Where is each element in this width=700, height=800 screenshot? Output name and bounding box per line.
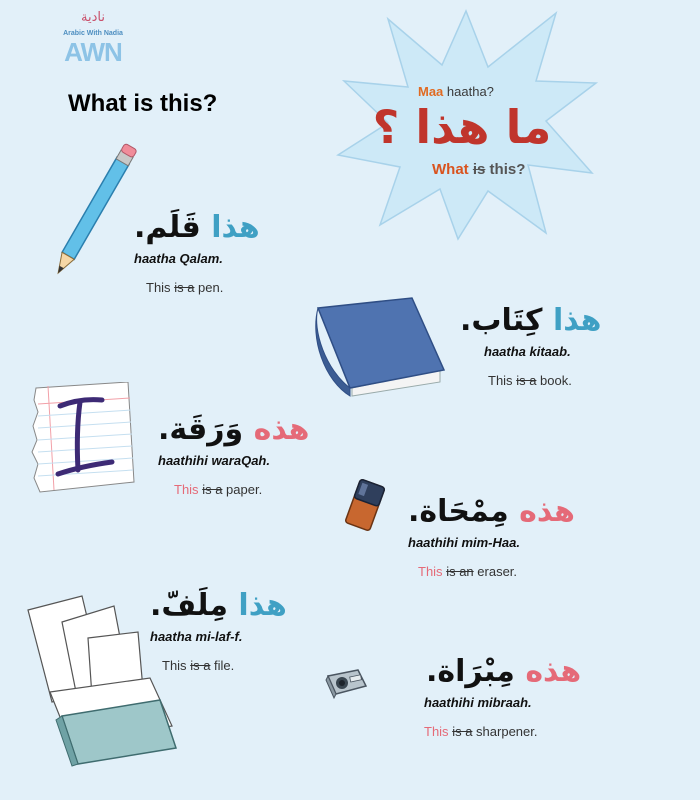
- english-this: This: [174, 482, 199, 497]
- english-word: book.: [540, 373, 572, 388]
- english-translation: [418, 564, 575, 579]
- starburst-english-is: is: [472, 161, 486, 178]
- arabic-phrase: [426, 654, 581, 689]
- arabic-noun: مِمْحَاة.: [408, 494, 509, 529]
- arabic-noun: قَلَم.: [134, 210, 201, 245]
- arabic-phrase: [150, 588, 287, 623]
- english-word: sharpener.: [476, 724, 538, 739]
- transliteration: haatha kitaab.: [484, 344, 571, 359]
- arabic-phrase: [134, 210, 260, 245]
- english-word: paper.: [226, 482, 263, 497]
- arabic-noun: مِبْرَاة.: [426, 654, 515, 689]
- transliteration: haathihi waraQah.: [158, 453, 270, 468]
- transliteration: haathihi mim-Haa.: [408, 535, 520, 550]
- vocab-item-sharpener: [424, 654, 581, 739]
- english-this: This: [146, 280, 171, 295]
- page-title: What is this?: [68, 90, 218, 117]
- english-word: eraser.: [477, 564, 518, 579]
- vocab-item-pen: [134, 210, 260, 295]
- eraser-icon: [340, 476, 390, 534]
- transliteration: haatha mi-laf-f.: [150, 629, 243, 644]
- english-this: This: [418, 564, 443, 579]
- arabic-noun: كِتَاب.: [460, 303, 543, 338]
- arabic-phrase: [408, 494, 575, 529]
- demonstrative: هذا: [238, 588, 287, 623]
- vocab-item-eraser: [408, 494, 575, 579]
- demonstrative: هذا: [552, 303, 602, 338]
- logo-subtitle: Arabic With Nadia: [63, 30, 123, 37]
- arabic-phrase: [158, 412, 309, 447]
- english-translation: [488, 373, 601, 388]
- english-struck-verb: is a: [516, 373, 537, 388]
- vocab-item-book: [460, 303, 602, 388]
- english-translation: [424, 724, 581, 739]
- demonstrative: هذه: [519, 494, 575, 529]
- starburst-english-what: What: [432, 161, 469, 178]
- english-word: file.: [214, 658, 235, 673]
- logo-main: AWN: [64, 37, 122, 67]
- demonstrative: هذه: [525, 654, 582, 689]
- english-translation: [162, 658, 287, 673]
- vocab-item-file: [150, 588, 287, 673]
- arabic-phrase: [460, 303, 601, 338]
- awn-logo: [58, 10, 128, 68]
- english-word: pen.: [198, 280, 224, 295]
- arabic-noun: وَرَقَة.: [158, 412, 244, 447]
- starburst-translit-highlight: Maa: [418, 84, 444, 99]
- english-struck-verb: is an: [446, 564, 474, 579]
- logo-arabic: نادية: [81, 10, 105, 25]
- paper-icon: [30, 382, 138, 494]
- english-translation: [174, 482, 309, 497]
- starburst-translit-rest: haatha?: [443, 84, 494, 99]
- demonstrative: هذه: [253, 412, 310, 447]
- transliteration: haatha Qalam.: [134, 251, 223, 266]
- english-this: This: [162, 658, 187, 673]
- transliteration: haathihi mibraah.: [424, 695, 532, 710]
- english-translation: [146, 280, 260, 295]
- english-struck-verb: is a: [452, 724, 473, 739]
- english-this: This: [424, 724, 449, 739]
- starburst-english: [432, 161, 525, 178]
- vocab-item-paper: [158, 412, 309, 497]
- starburst-english-this: this?: [489, 161, 526, 178]
- demonstrative: هذا: [211, 210, 260, 245]
- starburst-transliteration: [418, 84, 494, 99]
- starburst-arabic: ما هذا ؟: [372, 100, 552, 154]
- pencil-icon: [44, 135, 144, 290]
- sharpener-icon: [322, 666, 370, 700]
- english-struck-verb: is a: [190, 658, 211, 673]
- book-icon: [312, 290, 452, 400]
- english-struck-verb: is a: [202, 482, 223, 497]
- english-this: This: [488, 373, 513, 388]
- arabic-noun: مِلَفّ.: [150, 588, 228, 623]
- english-struck-verb: is a: [174, 280, 195, 295]
